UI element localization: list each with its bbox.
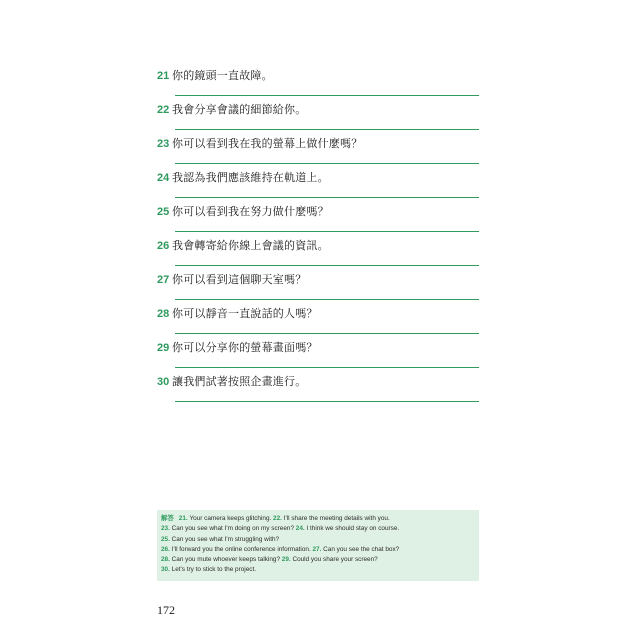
answer-key-label: 解答 <box>161 514 174 522</box>
exercise-item <box>157 341 479 375</box>
exercise-sentence: 你的鏡頭一直故障。 <box>172 69 273 82</box>
answer-writing-line[interactable] <box>175 231 479 232</box>
answer-sentence: I'll forward you the online conference information. <box>169 545 313 553</box>
answer-key-line <box>161 535 474 545</box>
exercise-number: 30 <box>157 376 170 388</box>
exercise-number: 22 <box>157 104 170 116</box>
exercise-number: 28 <box>157 308 170 320</box>
exercise-sentence: 你可以靜音一直說話的人嗎？ <box>172 307 318 320</box>
exercise-number: 23 <box>157 138 170 150</box>
exercise-sentence: 你可以看到我在努力做什麼嗎？ <box>172 205 329 218</box>
answer-writing-line[interactable] <box>175 129 479 130</box>
exercise-sentence: 你可以看到我在我的螢幕上做什麼嗎？ <box>172 137 363 150</box>
answer-writing-line[interactable] <box>175 197 479 198</box>
answer-sentence: Can you see what I'm doing on my screen? <box>169 525 296 533</box>
answer-number: 25. <box>161 535 170 543</box>
answer-writing-line[interactable] <box>175 163 479 164</box>
answer-sentence: Your camera keeps glitching. <box>187 515 274 522</box>
exercise-sentence: 你可以看到這個聊天室嗎？ <box>172 273 307 286</box>
exercise-sentence: 我會轉寄給你線上會議的資訊。 <box>172 239 329 252</box>
exercise-item <box>157 137 479 171</box>
exercise-item <box>157 69 479 103</box>
answer-number: 29. <box>281 556 291 564</box>
exercise-item <box>157 171 479 205</box>
page-number: 172 <box>157 603 175 617</box>
exercise-number: 25 <box>157 206 170 218</box>
answer-writing-line[interactable] <box>175 299 479 300</box>
answer-writing-line[interactable] <box>175 401 479 402</box>
answer-key-line <box>161 524 474 534</box>
exercise-item <box>157 103 479 137</box>
answer-writing-line[interactable] <box>175 367 479 368</box>
exercise-number: 27 <box>157 274 170 286</box>
exercise-sentence: 我認為我們應該維持在軌道上。 <box>172 171 329 184</box>
answer-number: 27. <box>312 545 322 553</box>
exercise-item <box>157 239 479 273</box>
exercise-sentence: 你可以分享你的螢幕畫面嗎？ <box>172 341 318 354</box>
answer-key-box <box>157 510 479 581</box>
exercise-sentence: 讓我們試著按照企畫進行。 <box>172 375 307 388</box>
answer-sentence: I think we should stay on course. <box>304 525 400 533</box>
exercise-item <box>157 375 479 409</box>
exercise-number: 21 <box>157 70 170 82</box>
answer-writing-line[interactable] <box>175 333 479 334</box>
answer-sentence: Can you see what I'm struggling with? <box>169 535 280 543</box>
answer-sentence: Can you mute whoever keeps talking? <box>169 556 282 564</box>
answer-key-line <box>161 555 474 565</box>
answer-number: 28. <box>161 556 170 564</box>
answer-sentence: Could you share your screen? <box>290 556 378 564</box>
exercise-item <box>157 307 479 341</box>
answer-sentence: Let's try to stick to the project. <box>169 566 256 574</box>
answer-number: 24. <box>295 525 305 533</box>
answer-key-line <box>161 565 474 575</box>
answer-number: 22. <box>273 515 282 522</box>
exercise-number: 29 <box>157 342 170 354</box>
answer-sentence: Can you see the chat box? <box>321 545 400 553</box>
answer-writing-line[interactable] <box>175 265 479 266</box>
answer-key-rows <box>161 513 474 576</box>
answer-number: 26. <box>161 545 170 553</box>
exercise-sentence: 我會分享會議的細節給你。 <box>172 103 307 116</box>
exercise-number: 24 <box>157 172 170 184</box>
answer-number: 30. <box>161 566 170 574</box>
exercise-item <box>157 273 479 307</box>
answer-key-line <box>161 545 474 555</box>
exercise-item <box>157 205 479 239</box>
answer-number: 21. <box>178 515 188 522</box>
answer-sentence: I'll share the meeting details with you. <box>281 515 390 522</box>
answer-number: 23. <box>161 525 170 533</box>
answer-writing-line[interactable] <box>175 95 479 96</box>
exercise-number: 26 <box>157 240 170 252</box>
answer-key-line <box>161 513 474 524</box>
